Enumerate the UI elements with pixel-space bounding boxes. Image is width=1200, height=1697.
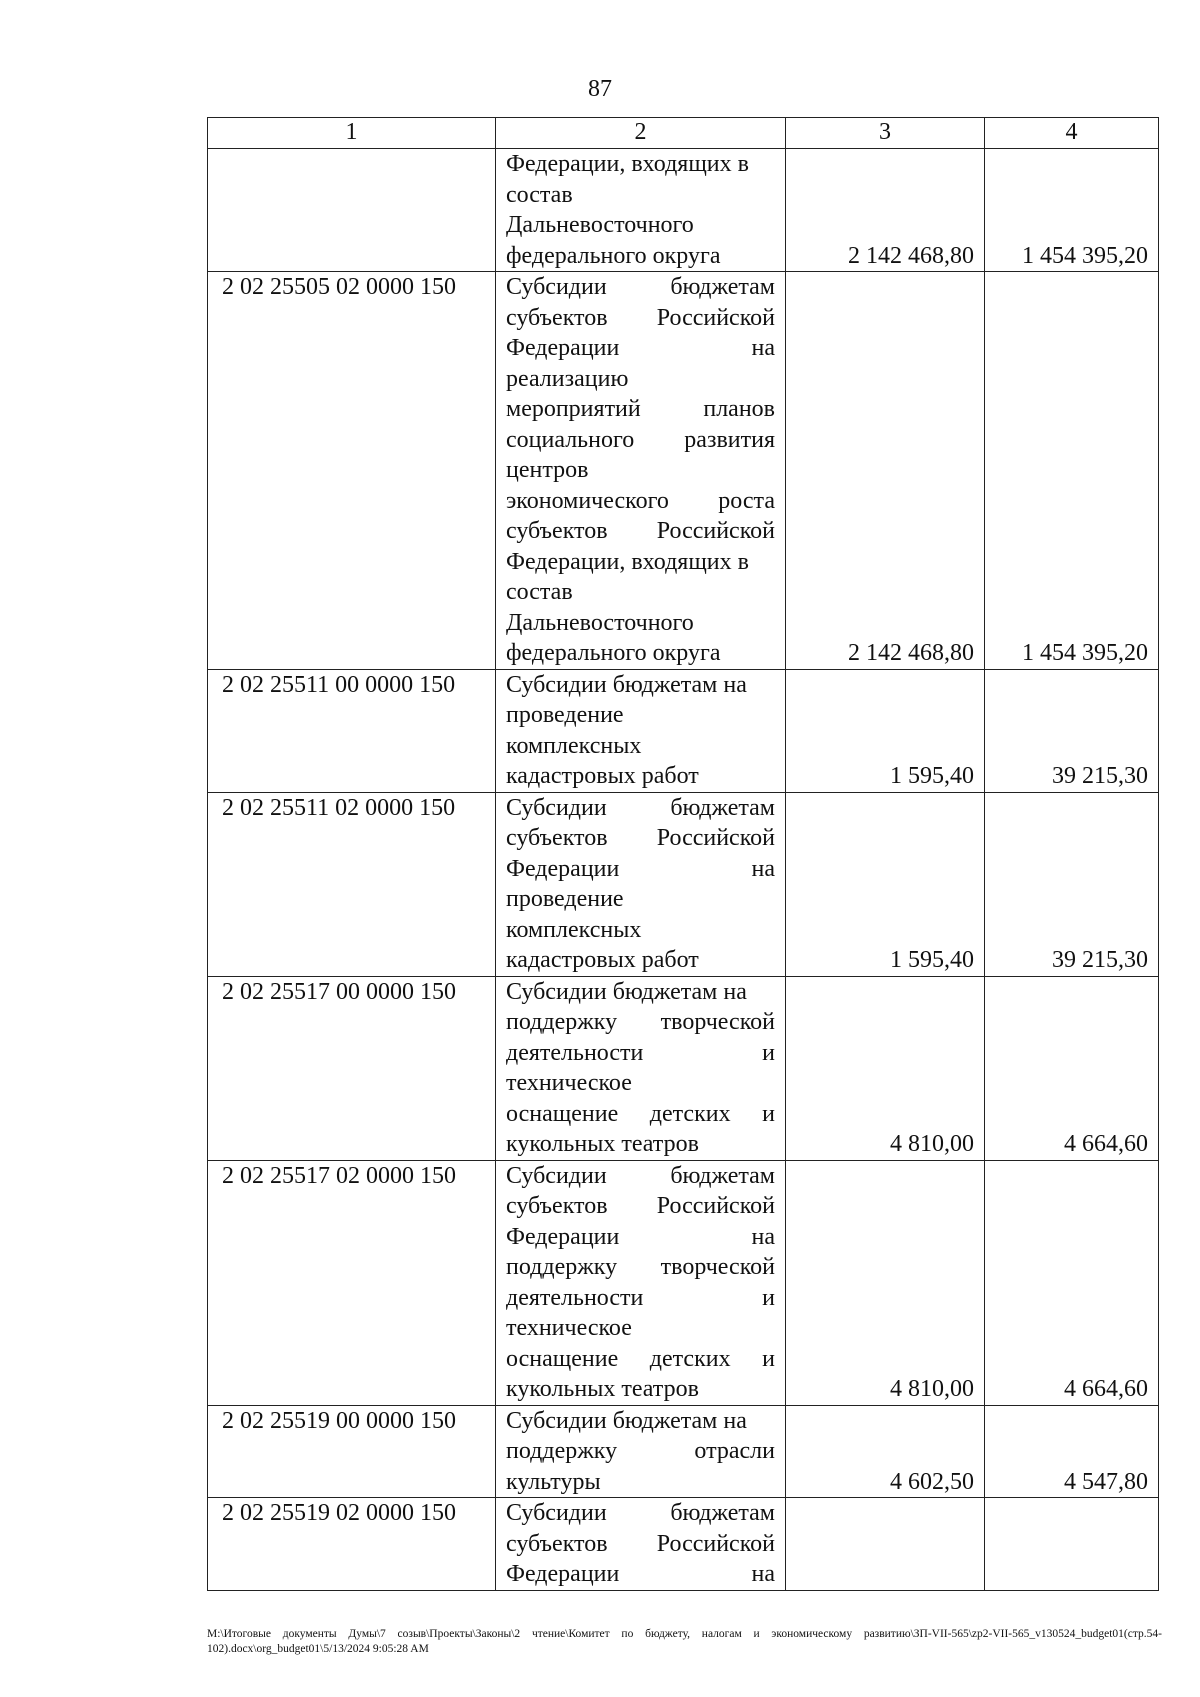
budget-table [207,117,1159,1591]
description-line: Федерации на [506,855,775,882]
description-cell [496,149,786,272]
table-row [208,1160,1159,1405]
table-row [208,669,1159,792]
description-line: Субсидии бюджетам [506,794,775,821]
description-line: Федерации, входящих в [506,151,749,177]
header-col-2: 2 [496,118,786,149]
budget-table-body [208,118,1159,1591]
budget-code-cell: 2 02 25519 02 0000 150 [208,1498,496,1591]
description-line: культуры [506,1468,601,1495]
description-line: Субсидии бюджетам на [506,978,747,1005]
footer-file-path: M:\Итоговые документы Думы\7 созыв\Проекты\Законы\2 чтение\Комитет по бюджету, налогам и экономическому развитию\ЗП-VII-565\zp2-VII-565_v130524_budget01(стр.54-102).docx\org_budget01\5/13/2024 9:05:28 AM [207,1628,1162,1655]
amount-col-4-cell: 39 215,30 [985,669,1159,792]
description-line: поддержку отрасли [506,1438,775,1464]
amount-col-3-cell [786,1498,985,1591]
description-line: мероприятий планов [506,396,775,422]
budget-code-cell: 2 02 25517 02 0000 150 [208,1160,496,1405]
table-header-row [208,118,1159,149]
description-line: субъектов Российской [506,304,775,331]
description-cell [496,976,786,1160]
amount-col-3-cell: 1 595,40 [786,669,985,792]
description-line: социального развития [506,426,775,453]
description-line: экономического роста [506,487,775,514]
amount-col-4-cell: 4 664,60 [985,1160,1159,1405]
description-line: Федерации на [506,335,775,361]
description-line: оснащение детских и [506,1345,775,1372]
budget-code-cell [208,149,496,272]
description-cell [496,669,786,792]
table-row [208,1498,1159,1591]
description-line: Субсидии бюджетам на [506,671,747,698]
description-cell [496,1160,786,1405]
table-row [208,272,1159,670]
description-line: Федерации, входящих в [506,548,749,575]
amount-col-3-cell: 2 142 468,80 [786,149,985,272]
page-number: 87 [588,76,612,102]
description-line: субъектов Российской [506,518,775,544]
description-line: Субсидии бюджетам [506,1162,775,1189]
description-line: кукольных театров [506,1376,699,1402]
description-line: центров [506,457,589,483]
amount-col-4-cell: 1 454 395,20 [985,272,1159,670]
description-line: субъектов Российской [506,825,775,851]
budget-code-cell: 2 02 25511 02 0000 150 [208,792,496,976]
description-line: кукольных театров [506,1131,699,1157]
table-row [208,976,1159,1160]
description-cell [496,792,786,976]
header-col-3: 3 [786,118,985,149]
description-line: проведение [506,702,624,728]
description-line: комплексных [506,916,642,943]
amount-col-4-cell: 4 547,80 [985,1405,1159,1498]
description-line: Субсидии бюджетам на [506,1407,747,1434]
description-cell [496,272,786,670]
description-cell [496,1405,786,1498]
description-line: поддержку творческой [506,1254,775,1280]
description-line: федерального округа [506,242,721,269]
budget-code-cell: 2 02 25511 00 0000 150 [208,669,496,792]
table-row [208,1405,1159,1498]
amount-col-3-cell: 4 602,50 [786,1405,985,1498]
description-line: субъектов Российской [506,1193,775,1219]
description-line: кадастровых работ [506,763,699,789]
description-line: комплексных [506,732,642,759]
description-line: деятельности и [506,1039,775,1066]
amount-col-3-cell: 4 810,00 [786,1160,985,1405]
description-line: реализацию [506,365,629,392]
description-cell [496,1498,786,1591]
description-line: поддержку творческой [506,1009,775,1035]
amount-col-4-cell: 4 664,60 [985,976,1159,1160]
description-line: Федерации на [506,1561,775,1587]
description-line: Дальневосточного [506,212,694,238]
description-line: состав [506,181,573,208]
description-line: Федерации на [506,1223,775,1250]
description-line: техническое [506,1070,632,1096]
description-line: федерального округа [506,640,721,666]
description-line: Субсидии бюджетам [506,274,775,300]
amount-col-4-cell [985,1498,1159,1591]
budget-code-cell: 2 02 25519 00 0000 150 [208,1405,496,1498]
description-line: оснащение детских и [506,1100,775,1127]
table-row [208,792,1159,976]
description-line: деятельности и [506,1284,775,1311]
description-line: кадастровых работ [506,947,699,973]
description-line: техническое [506,1315,632,1341]
amount-col-4-cell: 1 454 395,20 [985,149,1159,272]
header-col-1: 1 [208,118,496,149]
description-line: Дальневосточного [506,609,694,636]
amount-col-3-cell: 4 810,00 [786,976,985,1160]
description-line: проведение [506,886,624,912]
budget-code-cell: 2 02 25505 02 0000 150 [208,272,496,670]
amount-col-3-cell: 2 142 468,80 [786,272,985,670]
amount-col-3-cell: 1 595,40 [786,792,985,976]
table-row [208,149,1159,272]
amount-col-4-cell: 39 215,30 [985,792,1159,976]
description-line: субъектов Российской [506,1530,775,1557]
budget-code-cell: 2 02 25517 00 0000 150 [208,976,496,1160]
description-line: состав [506,579,573,605]
header-col-4: 4 [985,118,1159,149]
description-line: Субсидии бюджетам [506,1500,775,1526]
